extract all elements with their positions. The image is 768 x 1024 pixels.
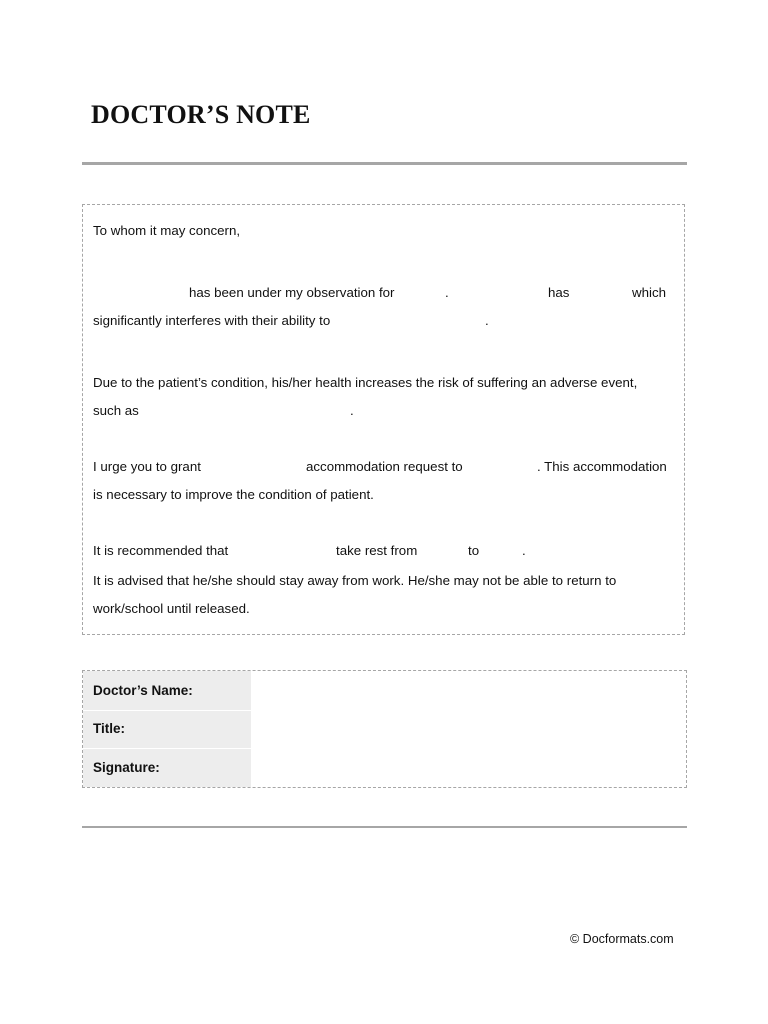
p3-text-3: . This accommodation <box>537 459 667 474</box>
doctor-name-label: Doctor’s Name: <box>93 683 193 698</box>
p2-text-1: such as <box>93 403 139 418</box>
signature-label: Signature: <box>93 760 160 775</box>
p1-text-4: which <box>632 285 666 300</box>
document-title: DOCTOR’S NOTE <box>91 100 311 129</box>
p1-text-1: has been under my observation for <box>189 285 395 300</box>
signature-row <box>83 748 251 787</box>
paragraph-3-line-2: is necessary to improve the condition of patient. <box>93 487 374 502</box>
p4-text-2: take rest from <box>336 543 418 558</box>
p2-text-2: . <box>350 403 354 418</box>
title-row <box>83 710 251 749</box>
doctor-name-row <box>83 671 251 711</box>
letter-body <box>82 204 685 635</box>
p4-text-1: It is recommended that <box>93 543 229 558</box>
p3-text-2: accommodation request to <box>306 459 463 474</box>
p1-text-3: has <box>548 285 570 300</box>
paragraph-2-line-1: Due to the patient’s condition, his/her health increases the risk of suffering an adverse event, <box>93 375 638 390</box>
p1-text-6: . <box>485 313 489 328</box>
p4-text-3: to <box>468 543 480 558</box>
p1-text-5: significantly interferes with their ability to <box>93 313 331 328</box>
p3-text-1: I urge you to grant <box>93 459 201 474</box>
signature-block <box>82 670 687 788</box>
paragraph-4-line-3: work/school until released. <box>93 601 250 616</box>
salutation: To whom it may concern, <box>93 223 241 238</box>
paragraph-4-line-2: It is advised that he/she should stay away from work. He/she may not be able to return to <box>93 573 617 588</box>
top-divider <box>82 162 687 165</box>
title-label: Title: <box>93 721 126 736</box>
copyright-text: © Docformats.com <box>570 932 674 946</box>
bottom-divider <box>82 826 687 828</box>
p1-text-2: . <box>445 285 449 300</box>
p4-text-4: . <box>522 543 526 558</box>
